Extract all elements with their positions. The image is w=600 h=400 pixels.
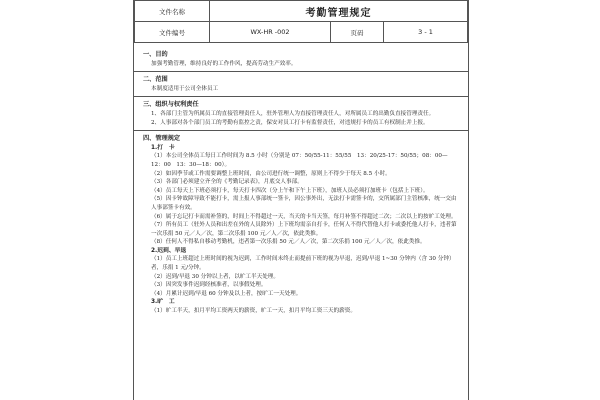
doc-no: WX-HR -002 (210, 22, 331, 43)
absent-subtitle: 3.旷 工 (151, 299, 175, 306)
punch-item: （1）本公司全体员工每日工作时间为 8.5 小时（分别是 07：50/55-11：55/55 13：20/25-17：50/55；08：00—12：00 13：30—18：00）。 (151, 153, 448, 168)
punch-item: （8）任何人不得私自移动考勤机，违者第一次乐捐 50 元／人／次，第二次乐捐 100 元／人／次，依此类推。 (151, 239, 426, 246)
section-org-title: 三、组织与权利责任 (143, 101, 199, 109)
document-page (133, 0, 469, 400)
divider (134, 130, 468, 131)
late-item: （1）员工上班超过上班时间的视为迟到，工作时间未终止而提前下班的视为早退，迟到/早退 1~30 分钟内（含 30 分钟）者，乐捐 1 元/分钟。 (151, 256, 455, 272)
section-purpose-text: 加强考勤管理，维持良好的工作作风，提高劳动生产效率。 (151, 60, 297, 67)
absent-item: （1）旷工半天，扣月平均工资两天的薪资，旷工一天，扣月平均工资三天的薪资。 (151, 308, 356, 315)
document-header-table (134, 0, 468, 43)
punch-item: （4）员工每天上下班必须打卡，每天打卡四次（分上午和下午上下班），加班人员必须打加班卡（包括上下班）。 (151, 187, 429, 194)
section-scope-text: 本制度适用于公司全体员工 (151, 85, 219, 92)
doc-name-label: 文件名称 (135, 1, 210, 22)
punch-item: （7）所有员工（驻外人员和出差在外的人员除外）上下班均需亲自打卡，任何人不得代替他人打卡或委托他人打卡，违者第一次乐捐 50 元／人／次，第二次乐捐 100 元／人／次，依此类推。 (151, 222, 457, 237)
section-purpose-title: 一、目的 (143, 51, 168, 58)
divider (134, 96, 468, 97)
page-value: 3 - 1 (384, 22, 468, 43)
section-rules-title: 四、管理规定 (143, 135, 181, 143)
punch-item: （3）各部门必须建立齐全的《考勤记录表》，月底交人事部。 (151, 179, 303, 186)
late-subtitle: 2.迟到、早退 (151, 247, 187, 254)
late-item: （2）迟到/早退 30 分钟以上者，以旷工半天处理。 (151, 273, 279, 280)
punch-item: （6）属于忘记打卡而需补签的，时间上不得超过一天，当天的卡当天签，每月补签不得超过二次；二次以上的按旷工处理。 (151, 213, 457, 220)
page-label: 页码 (331, 22, 384, 43)
punch-subtitle: 1.打 卡 (151, 144, 175, 151)
divider (134, 71, 468, 72)
doc-title: 考勤管理规定 (210, 1, 468, 22)
punch-item: （2）如因季节或工作需要调整上班时间，由公司进行统一调整，原则上不得少于每天 8.5 小时。 (151, 170, 391, 177)
org-item: 1、各部门主管为所属员工的直接管理责任人，驻外管理人为直接管理责任人，对所属员工的出勤负直接管理责任。 (151, 110, 435, 117)
late-item: （3）因突发事件迟到经核准者，以事假处理。 (151, 282, 267, 289)
doc-no-label: 文件编号 (135, 22, 210, 43)
section-scope-title: 二、范围 (143, 76, 168, 84)
punch-item: （5）因卡钟故障导致不能打卡，需上报人事部统一签卡，因公事外出，无法打卡需签卡的，交所属部门主管核准，统一交由人事部签卡有效。 (151, 196, 457, 211)
late-item: （4）月累计迟到/早退 60 分钟及以上者，按旷工一天处理。 (151, 290, 302, 297)
org-item: 2、人事部对各个部门员工的考勤有监控之责，保安对员工打卡有监督责任，对违规打卡的员工有权制止并上报。 (151, 119, 429, 126)
document-body (134, 43, 468, 316)
